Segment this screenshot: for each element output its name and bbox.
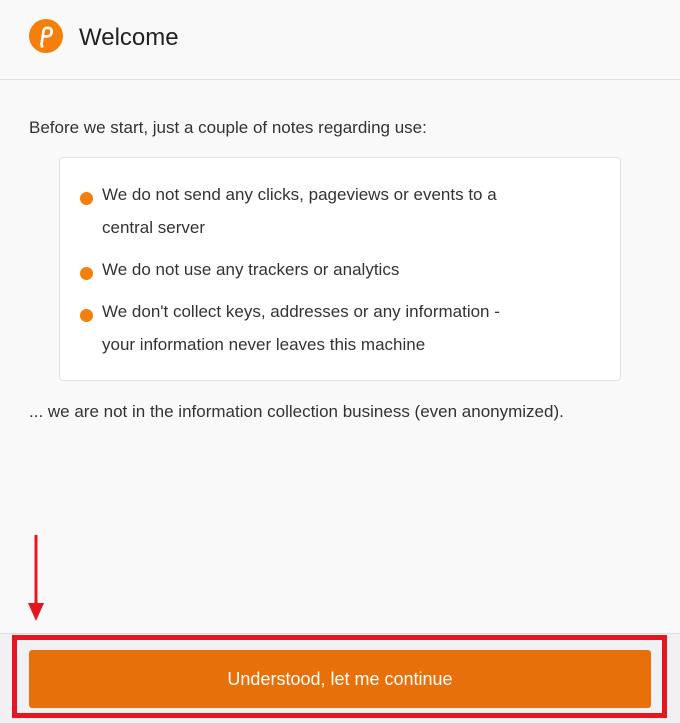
bullet-icon: [80, 192, 93, 205]
down-arrow-icon: [26, 535, 46, 621]
note-text: We do not use any trackers or analytics: [102, 260, 400, 279]
outro-text: ... we are not in the information collection business (even anonymized).: [29, 402, 564, 421]
page-title: Welcome: [79, 24, 179, 51]
note-text: We don't collect keys, addresses or any information - your information never leaves this machine: [102, 302, 500, 354]
polkadot-logo-icon: [29, 19, 63, 53]
intro-text: Before we start, just a couple of notes regarding use:: [29, 118, 427, 137]
bullet-icon: [80, 309, 93, 322]
continue-button[interactable]: Understood, let me continue: [29, 650, 651, 708]
header: [0, 0, 680, 80]
bullet-icon: [80, 267, 93, 280]
note-text: We do not send any clicks, pageviews or events to a central server: [102, 185, 497, 237]
notes-list: [59, 157, 621, 381]
